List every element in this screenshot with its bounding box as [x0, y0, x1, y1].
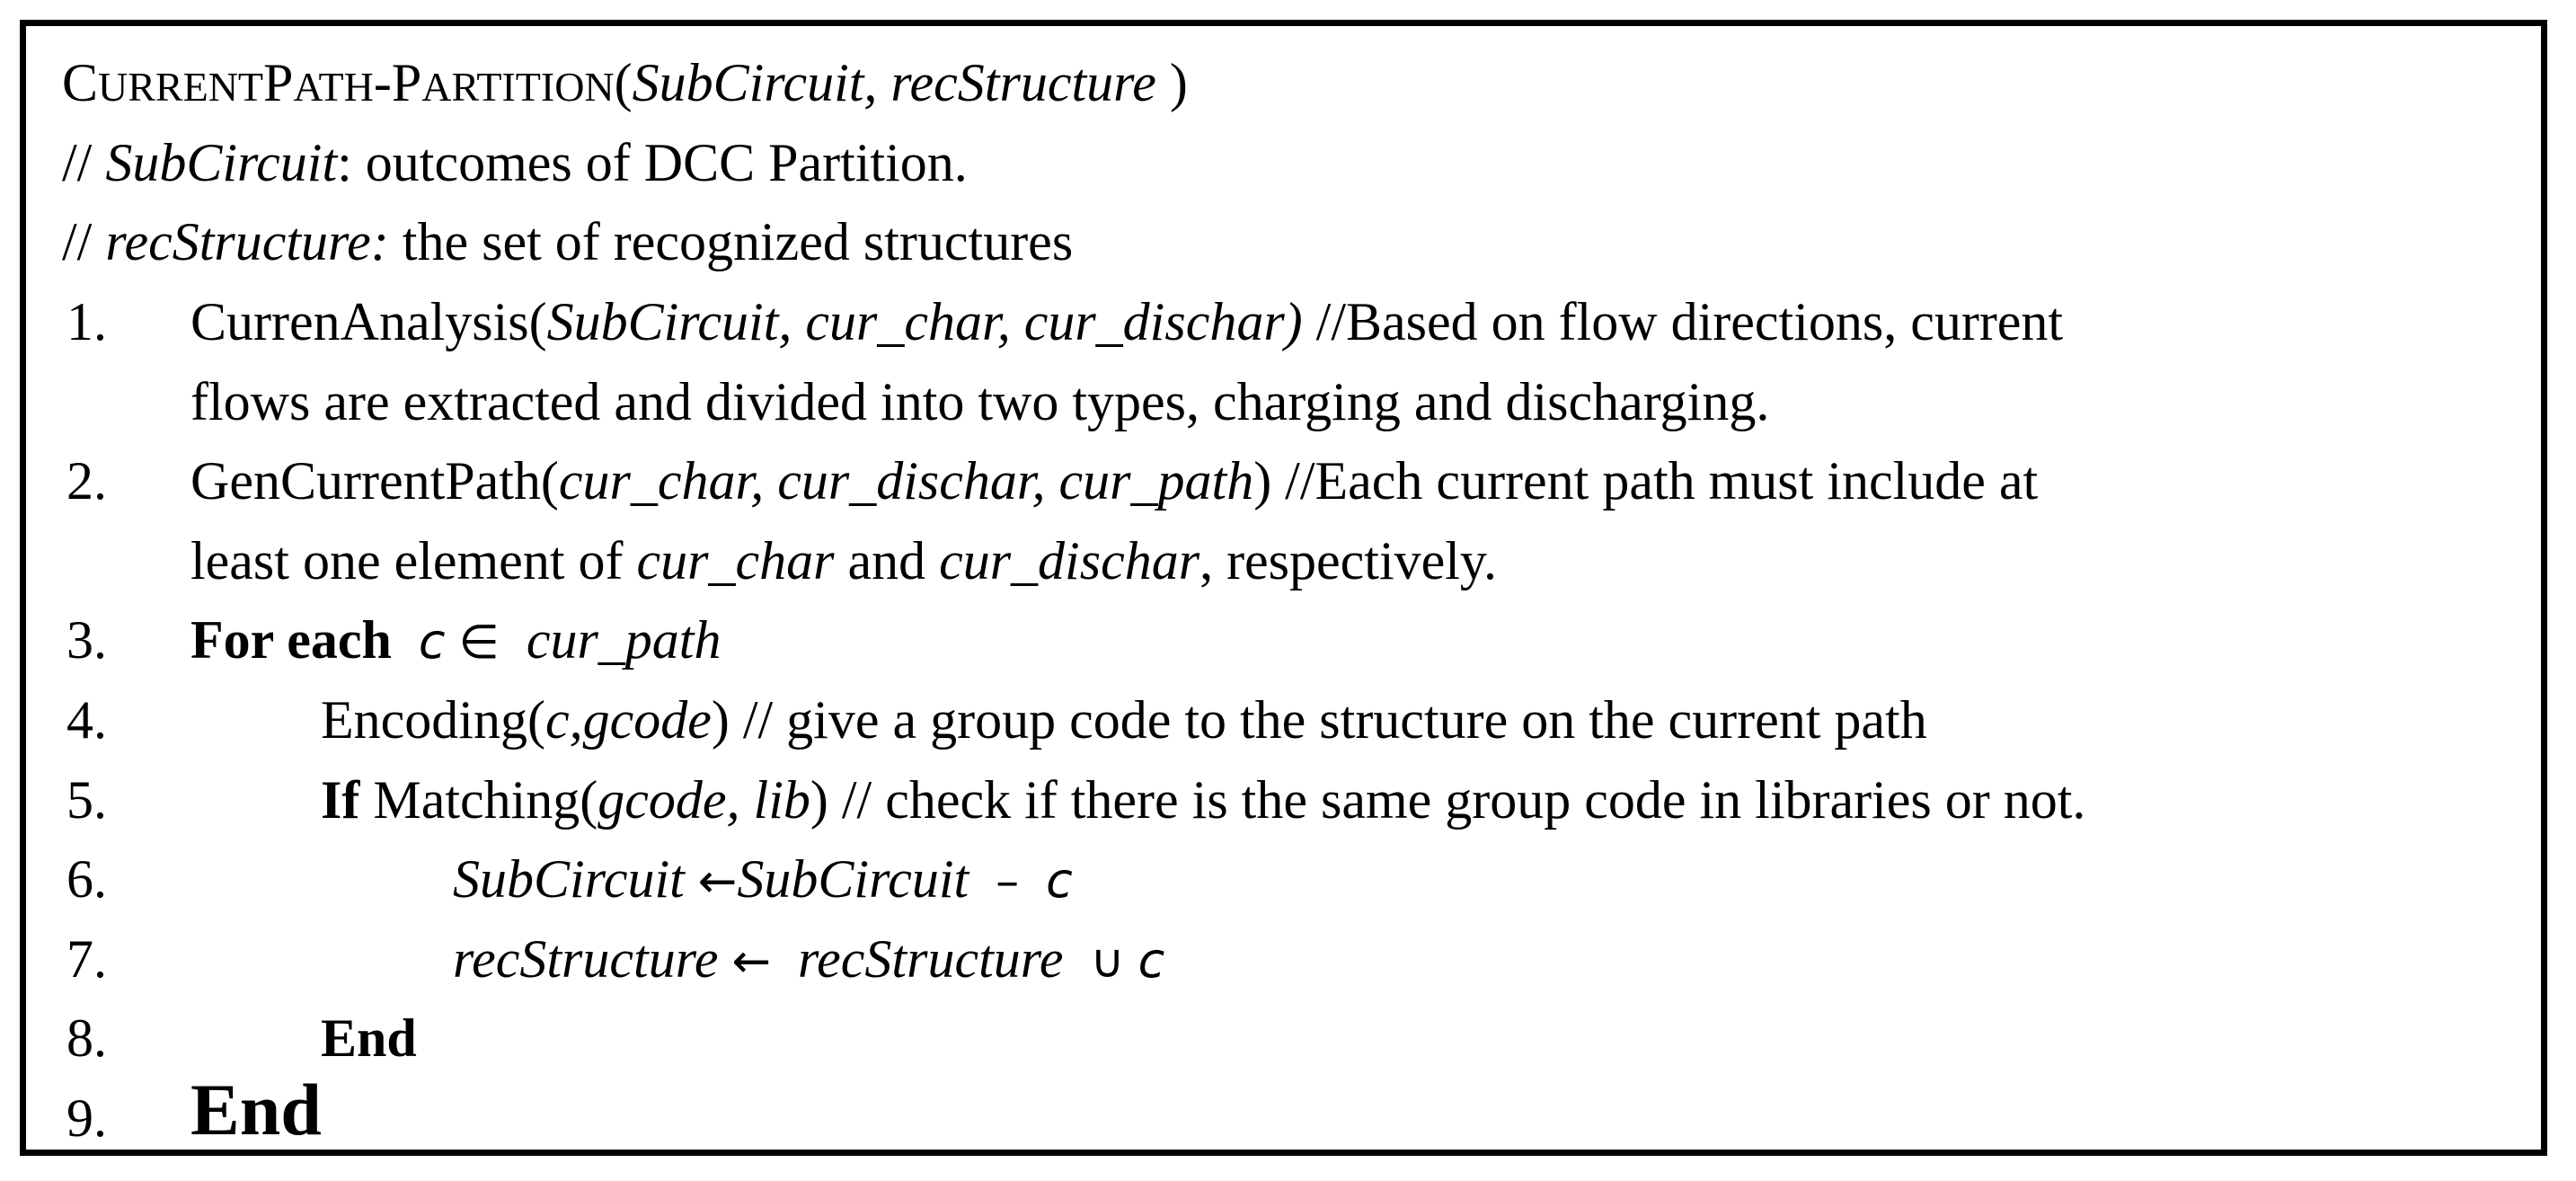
step-args: gcode, lib	[598, 770, 810, 830]
title-smallcaps-urrent: URRENT	[98, 64, 264, 110]
step-number: 3.	[66, 610, 107, 670]
title-letter-c: C	[62, 53, 99, 112]
step-6-line	[453, 848, 1073, 913]
step-1-continuation: flows are extracted and divided into two types, charging and discharging.	[190, 372, 1770, 431]
step-args: SubCircuit, cur_char, cur_dischar)	[546, 292, 1303, 351]
step-number: 9.	[66, 1088, 107, 1148]
comment-recstructure	[62, 210, 1073, 273]
title-paren-close: )	[1155, 53, 1188, 112]
comment-subcircuit	[62, 131, 968, 194]
step-7-line	[453, 928, 1164, 993]
step-number: 4.	[66, 690, 107, 750]
step-args: cur_char, cur_dischar, cur_path	[558, 451, 1254, 511]
assign-lhs: SubCircuit	[453, 849, 685, 909]
minus-symbol: –	[996, 855, 1020, 909]
comment-slashes: //	[62, 212, 106, 271]
keyword-if: If	[321, 770, 360, 830]
assign-var: c	[1046, 852, 1073, 909]
step-text: CurrenAnalysis(	[190, 292, 547, 351]
step-text: Encoding(	[321, 690, 545, 750]
step-number: 5.	[66, 770, 107, 830]
step-4-line	[321, 688, 1927, 751]
assign-var: c	[1138, 932, 1165, 989]
assign-rhs: recStructure	[798, 929, 1064, 989]
step-var: cur_char	[636, 531, 835, 590]
step-text: least one element of	[190, 531, 637, 590]
comment-slashes: //	[62, 133, 106, 192]
assign-rhs: SubCircuit	[737, 849, 969, 909]
assign-lhs: recStructure	[453, 929, 719, 989]
step-comment: ) //Each current path must include at	[1253, 451, 2039, 511]
loop-var: c	[418, 613, 446, 670]
comment-var: SubCircuit	[105, 133, 338, 192]
element-of-symbol: ∈	[458, 616, 500, 670]
left-arrow-symbol: ←	[731, 935, 772, 989]
comment-var: recStructure:	[105, 212, 389, 271]
title-smallcaps-ath: ATH	[293, 64, 374, 110]
algorithm-box	[20, 20, 2547, 1156]
keyword-end-inner: End	[321, 1008, 417, 1068]
step-number: 6.	[66, 849, 107, 909]
comment-text: the set of recognized structures	[388, 212, 1074, 271]
union-symbol: ∪	[1090, 935, 1125, 989]
title-paren-open: (	[614, 53, 633, 112]
algorithm-title	[62, 51, 1188, 119]
step-3-line	[190, 608, 721, 674]
keyword-for-each: For each	[190, 610, 392, 670]
title-smallcaps-artition: ARTITION	[421, 64, 615, 110]
step-comment: //Based on flow directions, current	[1302, 292, 2064, 351]
step-text: , respectively.	[1199, 531, 1498, 590]
step-2-line	[190, 449, 2038, 512]
step-5-line	[321, 768, 2085, 831]
keyword-end-outer: End	[190, 1069, 322, 1150]
step-args: c,gcode	[544, 690, 712, 750]
step-1-line	[190, 290, 2063, 353]
step-number: 8.	[66, 1008, 107, 1068]
loop-set: cur_path	[526, 610, 721, 670]
step-text: and	[834, 531, 940, 590]
step-text: GenCurrentPath(	[190, 451, 559, 511]
step-number: 7.	[66, 929, 107, 989]
comment-text: : outcomes of DCC Partition.	[337, 133, 968, 192]
step-var: cur_dischar	[939, 531, 1200, 590]
left-arrow-symbol: ←	[697, 855, 738, 909]
step-number: 1.	[66, 292, 107, 351]
step-comment: ) // give a group code to the structure on the current path	[711, 690, 1927, 750]
step-comment: ) // check if there is the same group code in libraries or not.	[810, 770, 2086, 830]
step-number: 2.	[66, 451, 107, 511]
title-params: SubCircuit, recStructure	[632, 53, 1156, 112]
step-text: Matching(	[359, 770, 598, 830]
step-2-continuation	[190, 529, 1497, 592]
title-dash-p: -P	[373, 53, 422, 112]
title-letter-p: P	[263, 53, 294, 112]
